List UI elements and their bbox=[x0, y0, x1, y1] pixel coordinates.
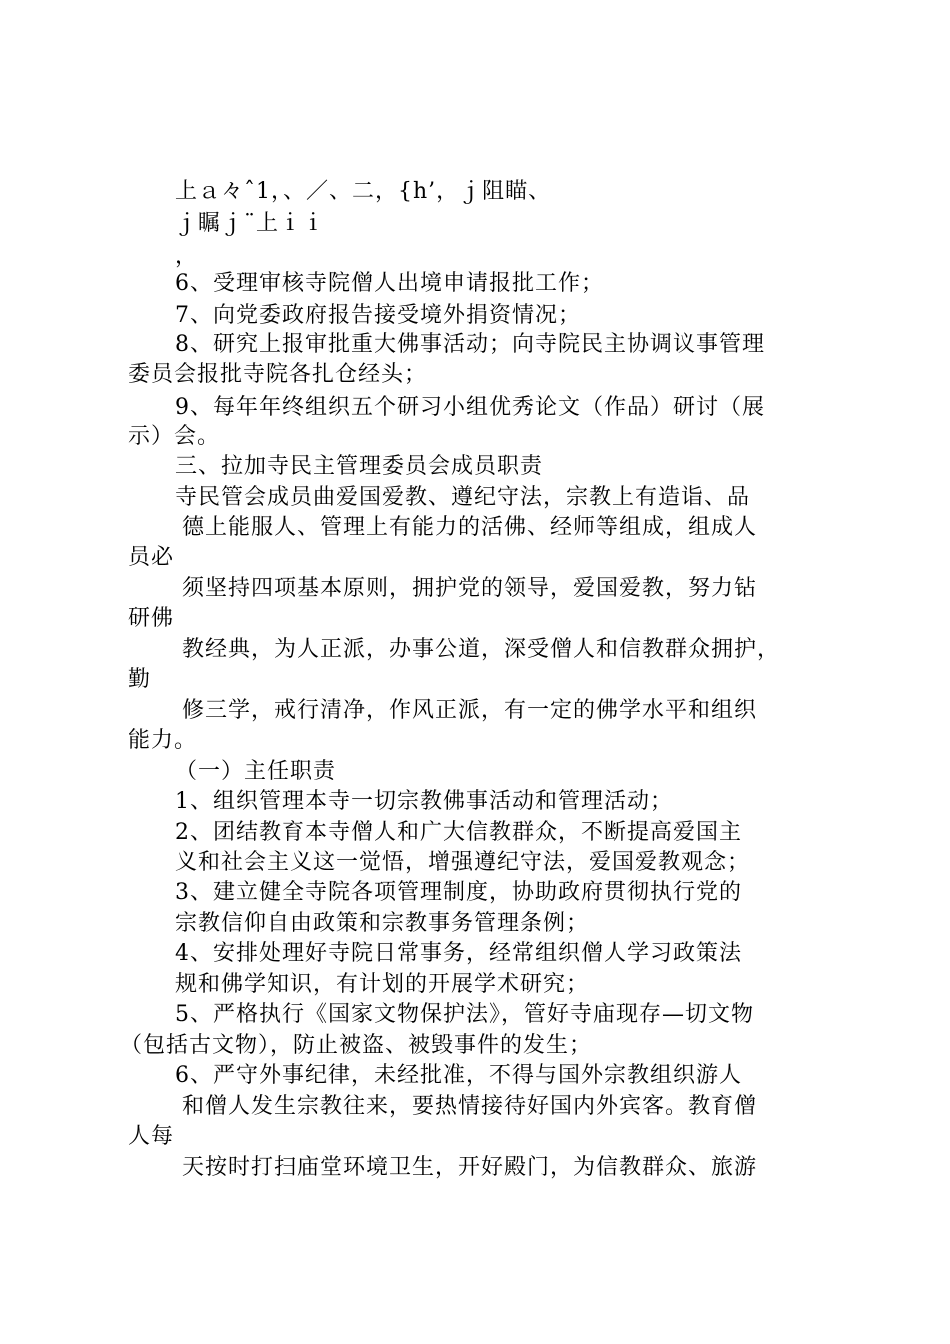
text-line: 能力。 bbox=[128, 728, 198, 753]
text-line: 7、向党委政府报告接受境外捐资情况； bbox=[175, 303, 581, 328]
text-line: 5、严格执行《国家文物保护法》，管好寺庙现存—切文物 bbox=[175, 1002, 754, 1027]
text-line: 员必 bbox=[128, 545, 175, 570]
text-line: 8、研究上报审批重大佛事活动；向寺院民主协调议事管理 bbox=[175, 332, 765, 357]
text-line: 4、安排处理好寺院日常事务，经常组织僧人学习政策法 bbox=[175, 941, 742, 966]
text-line: 寺民管会成员曲爱国爱教、遵纪守法，宗教上有造诣、品 bbox=[175, 485, 751, 510]
text-line: 教经典，为人正派，办事公道，深受僧人和信教群众拥护， bbox=[182, 637, 781, 662]
text-line: 三、拉加寺民主管理委员会成员职责 bbox=[175, 454, 544, 479]
text-line: 勤 bbox=[128, 667, 152, 692]
text-line: 规和佛学知识，有计划的开展学术研究； bbox=[175, 972, 590, 997]
text-line: 研佛 bbox=[128, 606, 175, 631]
text-line: 委员会报批寺院各扎仓经头； bbox=[128, 362, 428, 387]
text-line: 须坚持四项基本原则，拥护党的领导，爱国爱教，努力钻 bbox=[182, 576, 758, 601]
text-line: ， bbox=[175, 244, 199, 269]
text-line: 上ａ々ˆ1，、／、二，{h’，ｊ阻瞄、 bbox=[175, 179, 552, 204]
text-line: 6、受理审核寺院僧人出境申请报批工作； bbox=[175, 271, 604, 296]
text-line: 修三学，戒行清净，作风正派，有一定的佛学水平和组织 bbox=[182, 698, 758, 723]
text-line: ｊ瞩ｊ¨上ｉｉ bbox=[175, 211, 326, 236]
text-line: 人每 bbox=[128, 1124, 175, 1149]
text-line: 9、每年年终组织五个研习小组优秀论文（作品）研讨（展 bbox=[175, 395, 765, 420]
text-line: 示）会。 bbox=[128, 424, 221, 449]
text-line: 6、严守外事纪律，未经批准，不得与国外宗教组织游人 bbox=[175, 1063, 742, 1088]
text-line: （一）主任职责 bbox=[175, 759, 337, 784]
text-line: 3、建立健全寺院各项管理制度，协助政府贯彻执行党的 bbox=[175, 880, 742, 905]
text-line: 德上能服人、管理上有能力的活佛、经师等组成，组成人 bbox=[182, 515, 758, 540]
text-line: 2、团结教育本寺僧人和广大信教群众，不断提高爱国主 bbox=[175, 820, 742, 845]
text-line: 1、组织管理本寺一切宗教佛事活动和管理活动； bbox=[175, 789, 673, 814]
text-line: 天按时打扫庙堂环境卫生，开好殿门，为信教群众、旅游 bbox=[182, 1155, 758, 1180]
text-line: 宗教信仰自由政策和宗教事务管理条例； bbox=[175, 911, 590, 936]
text-line: 和僧人发生宗教往来，要热情接待好国内外宾客。教育僧 bbox=[182, 1094, 758, 1119]
text-line: 义和社会主义这一觉悟，增强遵纪守法，爱国爱教观念； bbox=[175, 850, 751, 875]
text-line: （包括古文物），防止被盗、被毁事件的发生； bbox=[120, 1033, 593, 1058]
